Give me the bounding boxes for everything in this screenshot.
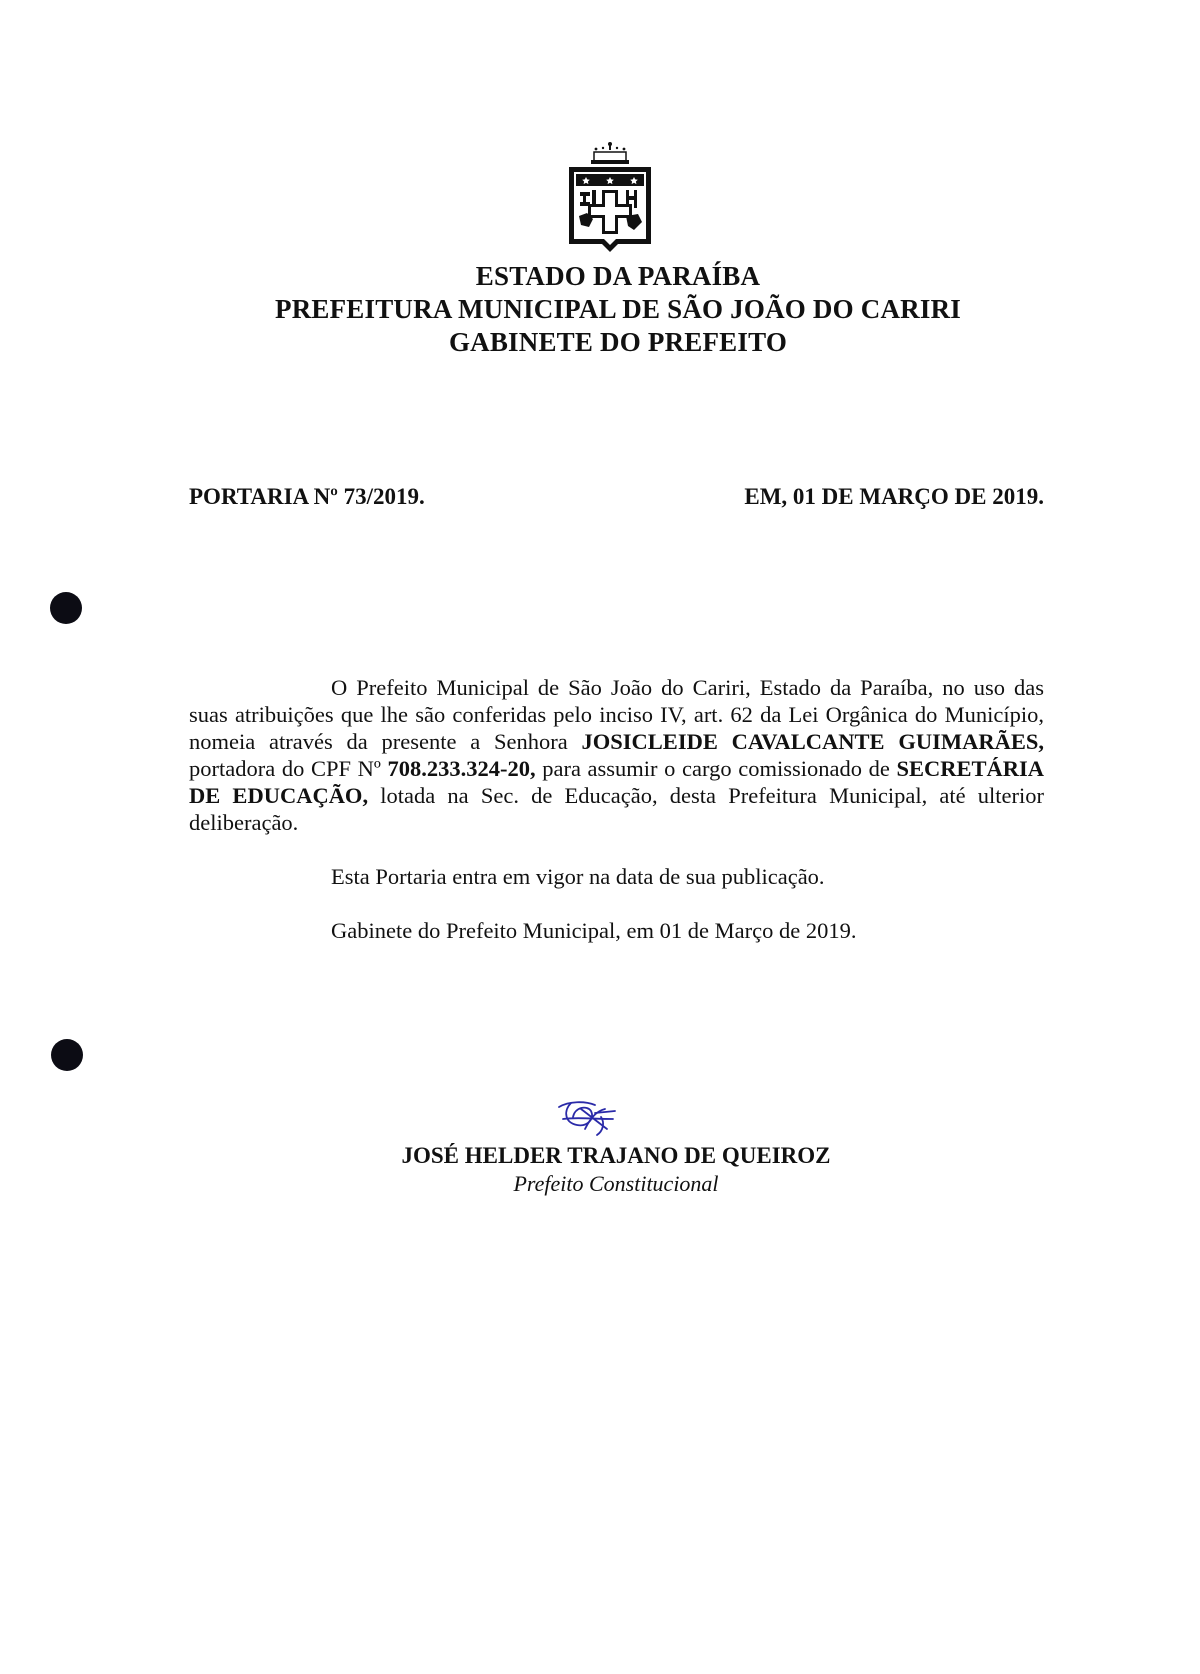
portaria-number: PORTARIA Nº 73/2019. <box>189 484 425 509</box>
paragraph-text: O Prefeito Municipal de São João do Cariri, Estado da Paraíba, no uso das suas atribuições que lhe são conferidas pelo inciso IV, art. 62 da Lei Orgânica do Município, nomeia através da presente a Senhora <box>189 675 1044 754</box>
coat-of-arms-seal <box>566 140 654 258</box>
portaria-heading <box>189 484 1044 516</box>
appointment-paragraph <box>189 674 1044 836</box>
paragraph-text: lotada na Sec. de Educação, desta Prefeitura Municipal, até ulterior deliberação. <box>189 783 1044 835</box>
signer-name: JOSÉ HELDER TRAJANO DE QUEIROZ <box>401 1143 831 1168</box>
document-body <box>189 674 1044 944</box>
effective-date-paragraph: Esta Portaria entra em vigor na data de sua publicação. <box>331 864 825 889</box>
signer-title: Prefeito Constitucional <box>513 1171 719 1196</box>
appointee-cpf: 708.233.324-20, <box>387 756 536 781</box>
issuance-paragraph: Gabinete do Prefeito Municipal, em 01 de Março de 2019. <box>331 918 857 943</box>
punch-hole-bottom <box>51 1039 83 1071</box>
header-office: GABINETE DO PREFEITO <box>448 327 788 357</box>
document-header <box>0 260 1200 359</box>
header-state: ESTADO DA PARAÍBA <box>475 261 761 291</box>
appointee-name: JOSICLEIDE CAVALCANTE GUIMARÃES, <box>581 729 1044 754</box>
portaria-date: EM, 01 DE MARÇO DE 2019. <box>744 484 1044 509</box>
paragraph-text: portadora do CPF Nº <box>189 756 388 781</box>
appointed-position: SECRETÁRIA DE EDUCAÇÃO, <box>189 756 1044 808</box>
paragraph-text: para assumir o cargo comissionado de <box>535 756 897 781</box>
handwritten-signature <box>555 1097 619 1139</box>
punch-hole-top <box>50 592 82 624</box>
header-municipality: PREFEITURA MUNICIPAL DE SÃO JOÃO DO CARIRI <box>275 294 961 324</box>
signature-block <box>0 1142 1200 1198</box>
